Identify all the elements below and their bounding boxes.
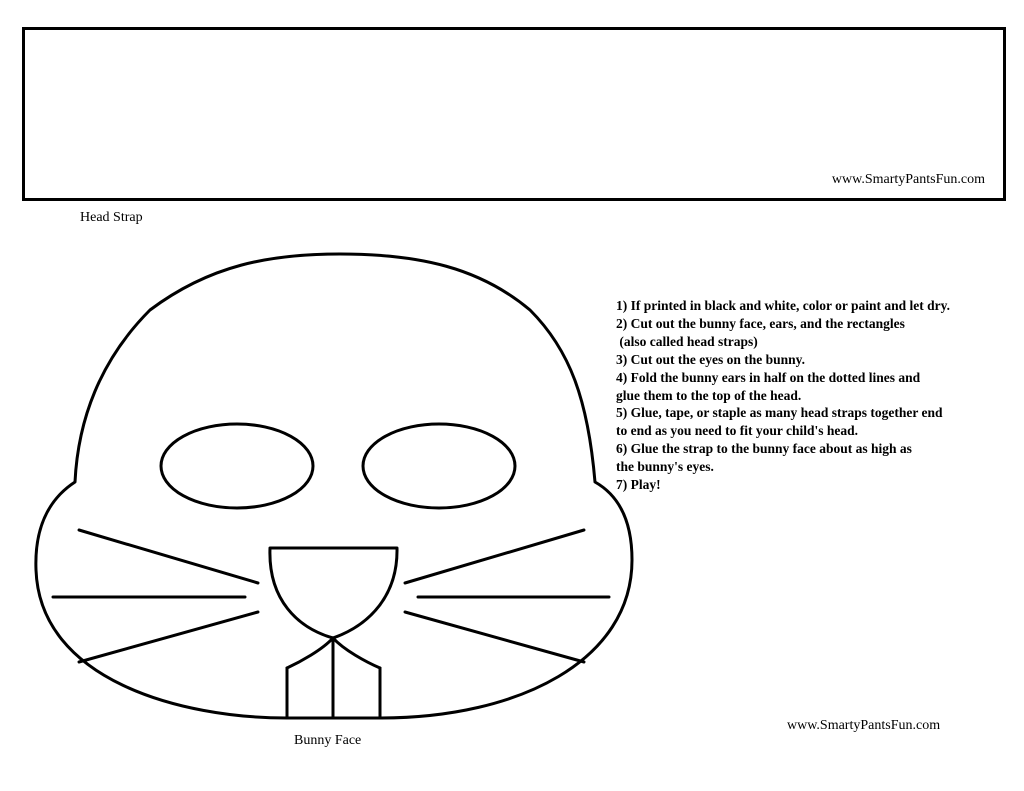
instruction-line: to end as you need to fit your child's head. xyxy=(616,423,859,439)
instruction-line: 1) If printed in black and white, color or paint and let dry. xyxy=(616,298,951,313)
whisker-left-top xyxy=(79,530,258,583)
whisker-right-top xyxy=(405,530,584,583)
instruction-line: glue them to the top of the head. xyxy=(616,387,802,403)
instruction-line: 5) Glue, tape, or staple as many head straps together end xyxy=(616,405,943,421)
bunny-face-label: Bunny Face xyxy=(294,733,362,748)
instruction-line: 7) Play! xyxy=(616,477,661,493)
instruction-line: the bunny's eyes. xyxy=(616,459,714,475)
whisker-right-bottom xyxy=(405,612,584,662)
left-eye-cutout xyxy=(161,424,313,508)
whisker-left-bottom xyxy=(79,612,258,662)
right-eye-cutout xyxy=(363,424,515,508)
instruction-line: 4) Fold the bunny ears in half on the dotted lines and xyxy=(616,369,921,385)
instruction-line: 6) Glue the strap to the bunny face about as high as xyxy=(616,441,912,457)
instruction-line: 3) Cut out the eyes on the bunny. xyxy=(616,351,806,367)
bunny-mouth-left xyxy=(287,638,333,668)
instruction-line: 2) Cut out the bunny face, ears, and the rectangles xyxy=(616,315,905,331)
bunny-mouth-right xyxy=(333,638,380,668)
instruction-line: (also called head straps) xyxy=(616,333,758,349)
head-strap-url: www.SmartyPantsFun.com xyxy=(831,172,985,187)
head-strap-label: Head Strap xyxy=(80,210,143,225)
footer-url: www.SmartyPantsFun.com xyxy=(787,718,941,733)
instructions-list xyxy=(616,297,1016,494)
bunny-nose xyxy=(270,548,397,638)
